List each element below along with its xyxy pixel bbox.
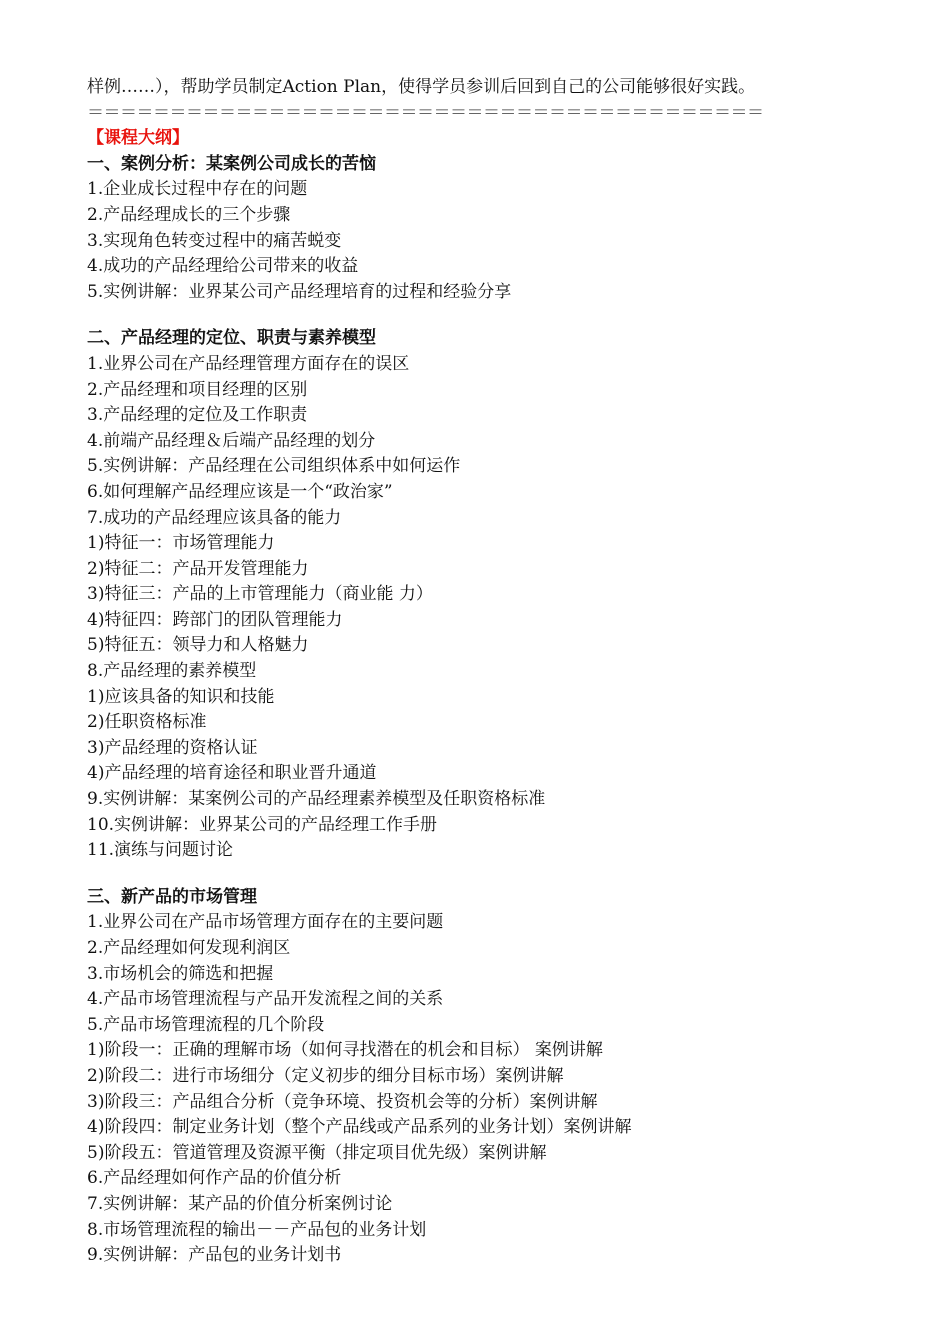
separator-line: ＝＝＝＝＝＝＝＝＝＝＝＝＝＝＝＝＝＝＝＝＝＝＝＝＝＝＝＝＝＝＝＝＝＝＝＝＝＝＝＝＝ xyxy=(87,102,764,123)
outline-item: 4.成功的产品经理给公司带来的收益 xyxy=(87,256,359,277)
outline-item: 5.实例讲解：业界某公司产品经理培育的过程和经验分享 xyxy=(87,281,512,302)
intro-line: 样例……），帮助学员制定Action Plan，使得学员参训后回到自己的公司能够很好实践。 xyxy=(87,77,756,97)
outline-item: 2)特征二：产品开发管理能力 xyxy=(87,558,309,579)
outline-item: 5)阶段五：管道管理及资源平衡（排定项目优先级）案例讲解 xyxy=(87,1142,547,1163)
section-gap xyxy=(87,864,887,885)
outline-item: 6.产品经理如何作产品的价值分析 xyxy=(87,1168,342,1189)
outline-item: 2.产品经理和项目经理的区别 xyxy=(87,379,308,400)
outline-item: 2)任职资格标准 xyxy=(87,712,207,733)
outline-item: 2.产品经理成长的三个步骤 xyxy=(87,204,291,225)
outline-item: 6.如何理解产品经理应该是一个“政治家” xyxy=(87,481,393,502)
outline-item: 4)阶段四：制定业务计划（整个产品线或产品系列的业务计划）案例讲解 xyxy=(87,1117,632,1138)
outline-item: 4.产品市场管理流程与产品开发流程之间的关系 xyxy=(87,989,444,1010)
outline-section xyxy=(87,326,887,863)
section-title: 二、产品经理的定位、职责与素养模型 xyxy=(87,328,376,349)
outline-item: 3.市场机会的筛选和把握 xyxy=(87,963,274,984)
outline-item: 9.实例讲解：产品包的业务计划书 xyxy=(87,1245,342,1266)
outline-item: 3)特征三：产品的上市管理能力（商业能 力） xyxy=(87,584,433,605)
outline-item: 9.实例讲解：某案例公司的产品经理素养模型及任职资格标准 xyxy=(87,789,546,810)
outline-item: 5)特征五：领导力和人格魅力 xyxy=(87,635,309,656)
outline-item: 8.市场管理流程的输出－－产品包的业务计划 xyxy=(87,1219,427,1240)
section-title: 三、新产品的市场管理 xyxy=(87,886,257,907)
outline-item: 7.成功的产品经理应该具备的能力 xyxy=(87,507,342,528)
outline-item: 1)应该具备的知识和技能 xyxy=(87,686,275,707)
outline-section xyxy=(87,152,887,306)
outline-title: 【课程大纲】 xyxy=(87,128,189,149)
outline-item: 3)阶段三：产品组合分析（竞争环境、投资机会等的分析）案例讲解 xyxy=(87,1091,598,1112)
outline-item: 1.业界公司在产品经理管理方面存在的误区 xyxy=(87,353,410,374)
outline-item: 3.产品经理的定位及工作职责 xyxy=(87,405,308,426)
outline-item: 3)产品经理的资格认证 xyxy=(87,737,258,758)
outline-item: 2.产品经理如何发现利润区 xyxy=(87,938,291,958)
outline-item: 5.实例讲解：产品经理在公司组织体系中如何运作 xyxy=(87,456,461,477)
outline-item: 3.实现角色转变过程中的痛苦蜕变 xyxy=(87,230,342,251)
outline-item: 1)特征一：市场管理能力 xyxy=(87,533,275,554)
section-gap xyxy=(87,305,887,326)
outline-item: 7.实例讲解：某产品的价值分析案例讨论 xyxy=(87,1193,393,1214)
outline-item: 11.演练与问题讨论 xyxy=(87,840,234,861)
outline-item: 4.前端产品经理＆后端产品经理的划分 xyxy=(87,430,376,451)
document-page xyxy=(87,75,887,1269)
outline-item: 5.产品市场管理流程的几个阶段 xyxy=(87,1014,325,1035)
outline-item: 2)阶段二：进行市场细分（定义初步的细分目标市场）案例讲解 xyxy=(87,1065,564,1086)
outline-item: 1.企业成长过程中存在的问题 xyxy=(87,179,308,200)
outline-item: 10.实例讲解：业界某公司的产品经理工作手册 xyxy=(87,814,438,835)
outline-item: 8.产品经理的素养模型 xyxy=(87,661,257,682)
outline-sections xyxy=(87,152,887,1269)
outline-item: 1.业界公司在产品市场管理方面存在的主要问题 xyxy=(87,912,444,933)
outline-item: 4)特征四：跨部门的团队管理能力 xyxy=(87,609,343,630)
outline-item: 1)阶段一：正确的理解市场（如何寻找潜在的机会和目标） 案例讲解 xyxy=(87,1040,603,1061)
section-title: 一、案例分析：某案例公司成长的苦恼 xyxy=(87,153,376,174)
outline-section xyxy=(87,885,887,1269)
outline-item: 4)产品经理的培育途径和职业晋升通道 xyxy=(87,763,377,784)
